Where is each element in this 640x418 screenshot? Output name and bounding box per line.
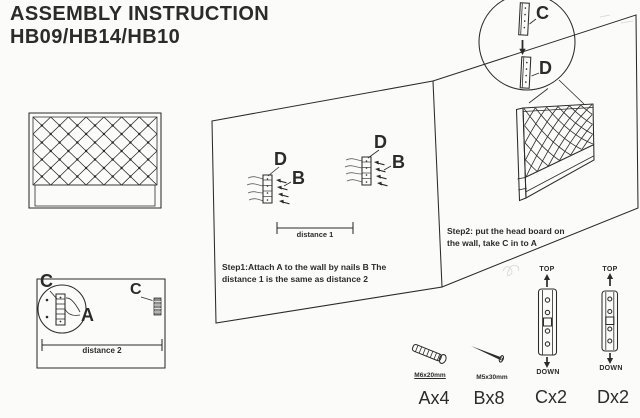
qty-d-label: Dx2	[596, 387, 630, 407]
part-label-d1: D	[274, 149, 287, 169]
qty-b-label: Bx8	[473, 388, 505, 408]
part-label-a: A	[81, 305, 94, 325]
step1-text-line2: distance 1 is the same as distance 2	[222, 274, 368, 284]
step1-text-line1: Step1:Attach A to the wall by nails B The	[222, 262, 387, 272]
part-label-d-detail: D	[539, 58, 552, 78]
middle-wall-panel-drawing	[212, 81, 442, 323]
bracket-c-detail-icon	[519, 3, 530, 35]
down-arrow-icon	[544, 357, 550, 368]
down-arrow-icon	[607, 353, 613, 364]
bracket-d-down-label: DOWN	[599, 365, 623, 372]
bracket-a-icon	[56, 294, 65, 325]
part-label-c2: C	[130, 281, 142, 298]
qty-c-label: Cx2	[534, 387, 568, 407]
bracket-d-drawing	[602, 273, 618, 364]
step2-text-line2: the wall, take C in to A	[447, 238, 537, 248]
wall-bracket-1-drawing	[247, 167, 291, 204]
bracket-c-drawing	[539, 274, 557, 368]
up-arrow-icon	[544, 274, 550, 287]
headboard-perspective-drawing	[517, 104, 595, 201]
bracket-c-top-label: TOP	[539, 266, 555, 273]
part-label-c-detail: C	[536, 3, 549, 23]
detail-circle-drawing	[479, 0, 584, 104]
distance2-label: distance 2	[82, 346, 122, 355]
bracket-d-top-label: TOP	[602, 266, 618, 273]
screw-a-spec: M6x20mm	[414, 372, 446, 379]
up-arrow-icon	[607, 273, 613, 286]
wall-bracket-2-drawing	[345, 150, 391, 186]
part-label-d2: D	[374, 132, 387, 152]
part-label-b2: B	[392, 152, 405, 172]
bracket-c-small-icon	[154, 298, 161, 315]
bracket-c-down-label: DOWN	[536, 369, 560, 376]
distance1-label: distance 1	[296, 230, 334, 239]
nails-b-icon	[374, 161, 388, 186]
headboard-front-drawing	[29, 113, 161, 208]
nail-b-drawing	[470, 343, 505, 363]
screw-a-drawing	[411, 343, 447, 365]
qty-a-label: Ax4	[418, 388, 450, 408]
model-numbers: HB09/HB14/HB10	[10, 26, 181, 48]
page-title: ASSEMBLY INSTRUCTION	[10, 3, 270, 25]
tufted-pattern	[33, 117, 157, 185]
bracket-d-detail-icon	[520, 57, 531, 88]
part-label-c1: C	[40, 271, 53, 291]
nails-b-icon	[276, 179, 290, 204]
step2-text-line1: Step2: put the head board on	[447, 226, 565, 236]
part-label-b1: B	[292, 168, 305, 188]
nail-b-spec: M5x30mm	[476, 374, 508, 381]
